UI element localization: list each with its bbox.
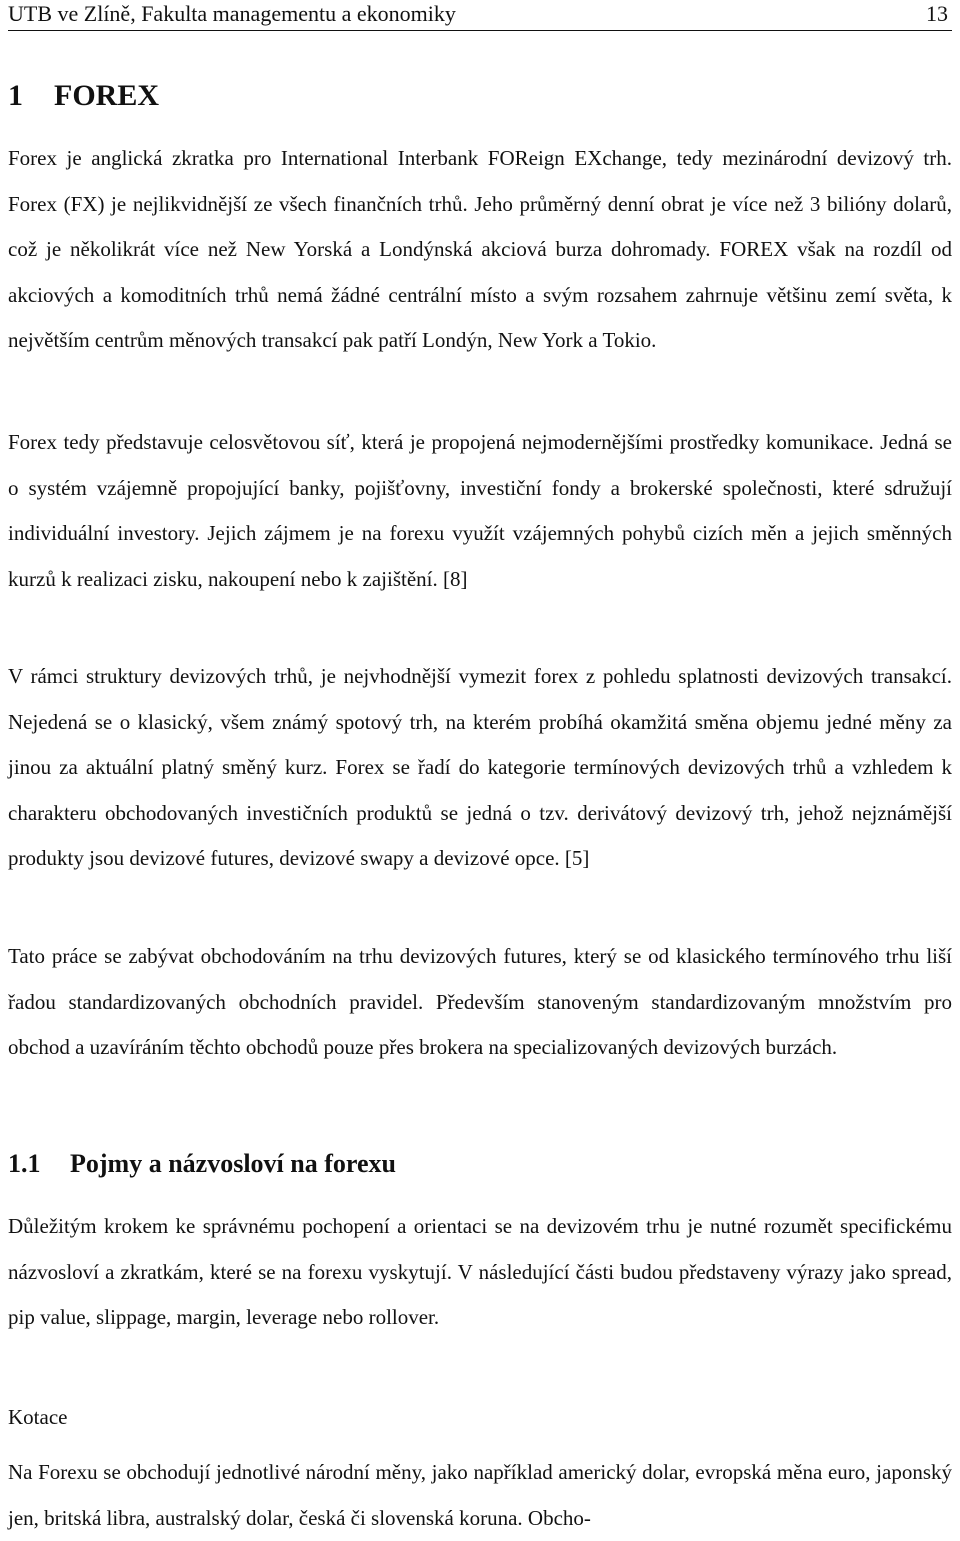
section-heading-1 [8, 78, 159, 114]
running-header [8, 0, 952, 31]
paragraph-forex-intro: Forex je anglická zkratka pro International Interbank FOReign EXchange, tedy mezinárodní devizový trh. Forex (FX) je nejlikvidnější ze všech finančních trhů. Jeho průměrný denní obrat je více než 3 bilióny dolarů, což je několikrát více než New Yorská a Londýnská akciová burza dohromady. FOREX však na rozdíl od akciových a komoditních trhů nemá žádné centrální místo a svým rozsahem zahrnuje většinu zemí světa, k největším centrům měnových transakcí pak patří Londýn, New York a Tokio. [8, 146, 952, 352]
section-title: FOREX [54, 79, 159, 112]
subsection-number: 1.1 [8, 1149, 41, 1178]
subsection-title: Pojmy a názvosloví na forexu [70, 1149, 396, 1178]
paragraph-kotace: Na Forexu se obchodují jednotlivé národní měny, jako například americký dolar, evropská měna euro, japonský jen, britská libra, australský dolar, česká či slovenská koruna. Obcho- [8, 1460, 952, 1530]
paragraph-futures: Tato práce se zabývat obchodováním na trhu devizových futures, který se od klasického termínového trhu liší řadou standardizovaných obchodních pravidel. Především stanoveným standardizovaným množstvím pro obchod a uzavíráním těchto obchodů pouze přes brokera na specializovaných devizových burzách. [8, 944, 952, 1059]
page-number: 13 [926, 1, 948, 26]
paragraph-forex-structure: V rámci struktury devizových trhů, je nejvhodnější vymezit forex z pohledu splatnosti devizových transakcí. Nejedená se o klasický, všem známý spotový trh, na kterém probíhá okamžitá směna objemu jedné měny za jinou za aktuální platný směný kurz. Forex se řadí do kategorie termínových devizových trhů a vzhledem k charakteru obchodovaných investičních produktů se jedná o tzv. derivátový devizový trh, jehož nejznámější produkty jsou devizové futures, devizové swapy a devizové opce. [5] [8, 664, 952, 870]
section-number: 1 [8, 79, 23, 112]
section-heading-1-1 [8, 1148, 396, 1180]
paragraph-terminology: Důležitým krokem ke správnému pochopení a orientaci se na devizovém trhu je nutné rozumět specifickému názvosloví a zkratkám, které se na forexu vyskytují. V následující části budou představeny výrazy jako spread, pip value, slippage, margin, leverage nebo rollover. [8, 1214, 952, 1329]
kotace-heading: Kotace [8, 1405, 68, 1429]
header-faculty: UTB ve Zlíně, Fakulta managementu a ekonomiky [8, 1, 456, 26]
paragraph-forex-network: Forex tedy představuje celosvětovou síť, která je propojená nejmodernějšími prostředky komunikace. Jedná se o systém vzájemně propojující banky, pojišťovny, investiční fondy a brokerské společnosti, které sdružují individuální investory. Jejich zájmem je na forexu využít vzájemných pohybů cizích měn a jejich směnných kurzů k realizaci zisku, nakoupení nebo k zajištění. [8] [8, 430, 952, 591]
